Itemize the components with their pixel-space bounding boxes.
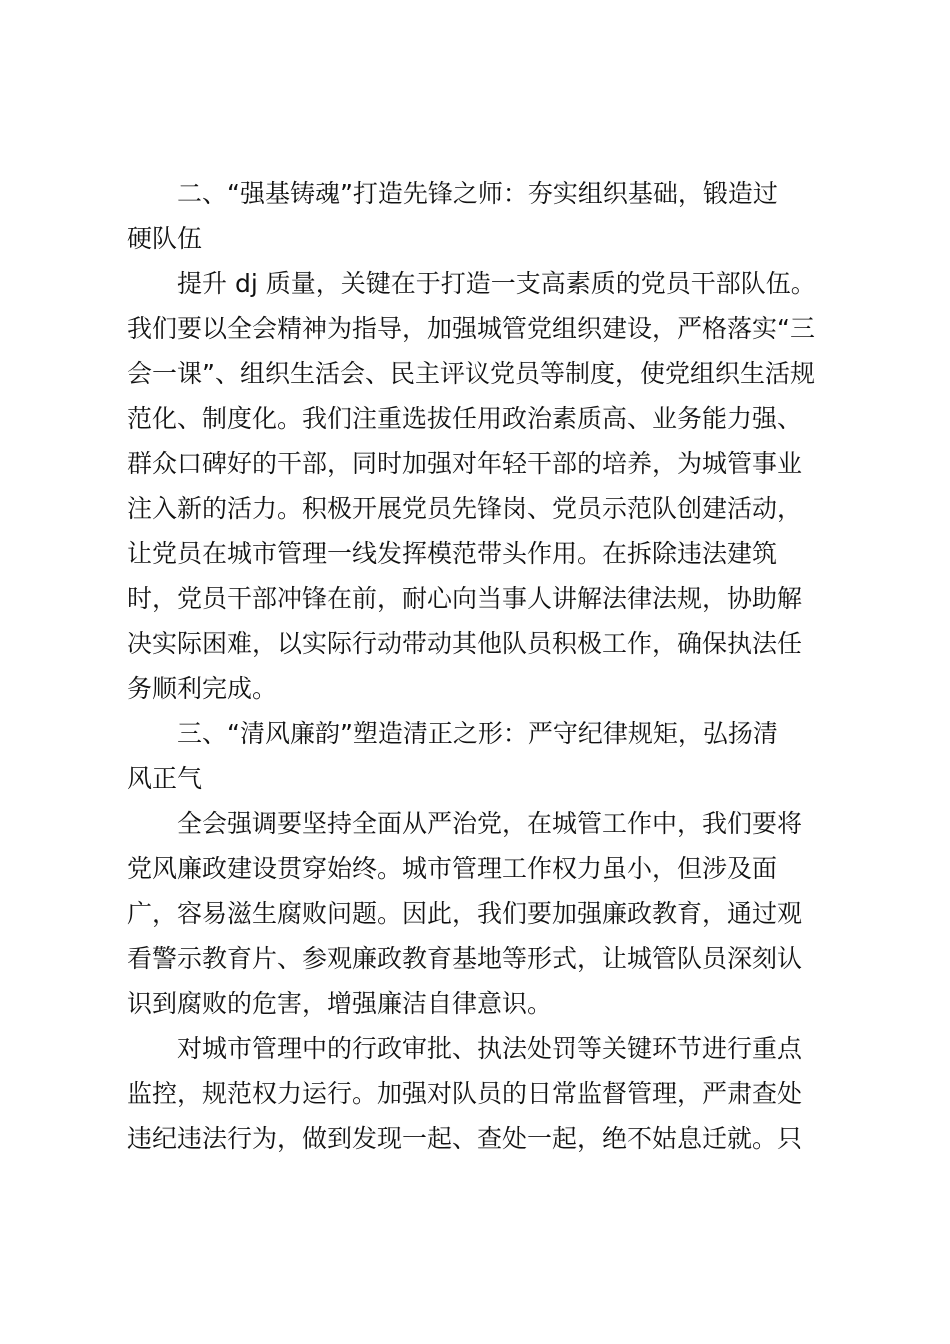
paragraph-line: 务顺利完成。 [127,674,278,703]
heading-line: 三、“清风廉韵”塑造清正之形：严守纪律规矩，弘扬清 [177,719,778,748]
section-3-paragraph-1 [127,801,827,1026]
paragraph-line: 党风廉政建设贯穿始终。城市管理工作权力虽小，但涉及面 [127,854,778,883]
paragraph-line: 识到腐败的危害，增强廉洁自律意识。 [127,989,553,1018]
section-3-heading [127,711,827,801]
document-body [127,171,827,1161]
section-2-heading [127,171,827,261]
paragraph-line: 看警示教育片、参观廉政教育基地等形式，让城管队员深刻认 [127,944,803,973]
paragraph-line: 时，党员干部冲锋在前，耐心向当事人讲解法律法规，协助解 [127,584,803,613]
heading-line: 风正气 [127,764,203,793]
paragraph-line: 会一课”、组织生活会、民主评议党员等制度，使党组织生活规 [127,359,815,388]
paragraph-line: 监控，规范权力运行。加强对队员的日常监督管理，严肃查处 [127,1079,803,1108]
paragraph-line: 全会强调要坚持全面从严治党，在城管工作中，我们要将 [177,809,803,838]
paragraph-line: 违纪违法行为，做到发现一起、查处一起，绝不姑息迁就。只 [127,1124,803,1153]
paragraph-line: 决实际困难，以实际行动带动其他队员积极工作，确保执法任 [127,629,803,658]
paragraph-line: 让党员在城市管理一线发挥模范带头作用。在拆除违法建筑 [127,539,778,568]
heading-line: 硬队伍 [127,224,203,253]
paragraph-line: 范化、制度化。我们注重选拔任用政治素质高、业务能力强、 [127,404,803,433]
paragraph-line: 提升 dj 质量，关键在于打造一支高素质的党员干部队伍。 [177,269,816,298]
section-2-paragraph [127,261,827,711]
paragraph-line: 对城市管理中的行政审批、执法处罚等关键环节进行重点 [177,1034,803,1063]
paragraph-line: 广，容易滋生腐败问题。因此，我们要加强廉政教育，通过观 [127,899,803,928]
paragraph-line: 群众口碑好的干部，同时加强对年轻干部的培养，为城管事业 [127,449,803,478]
paragraph-line: 我们要以全会精神为指导，加强城管党组织建设，严格落实“三 [127,314,815,343]
section-3-paragraph-2 [127,1026,827,1161]
heading-line: 二、“强基铸魂”打造先锋之师：夯实组织基础，锻造过 [177,179,778,208]
paragraph-line: 注入新的活力。积极开展党员先锋岗、党员示范队创建活动， [127,494,803,523]
